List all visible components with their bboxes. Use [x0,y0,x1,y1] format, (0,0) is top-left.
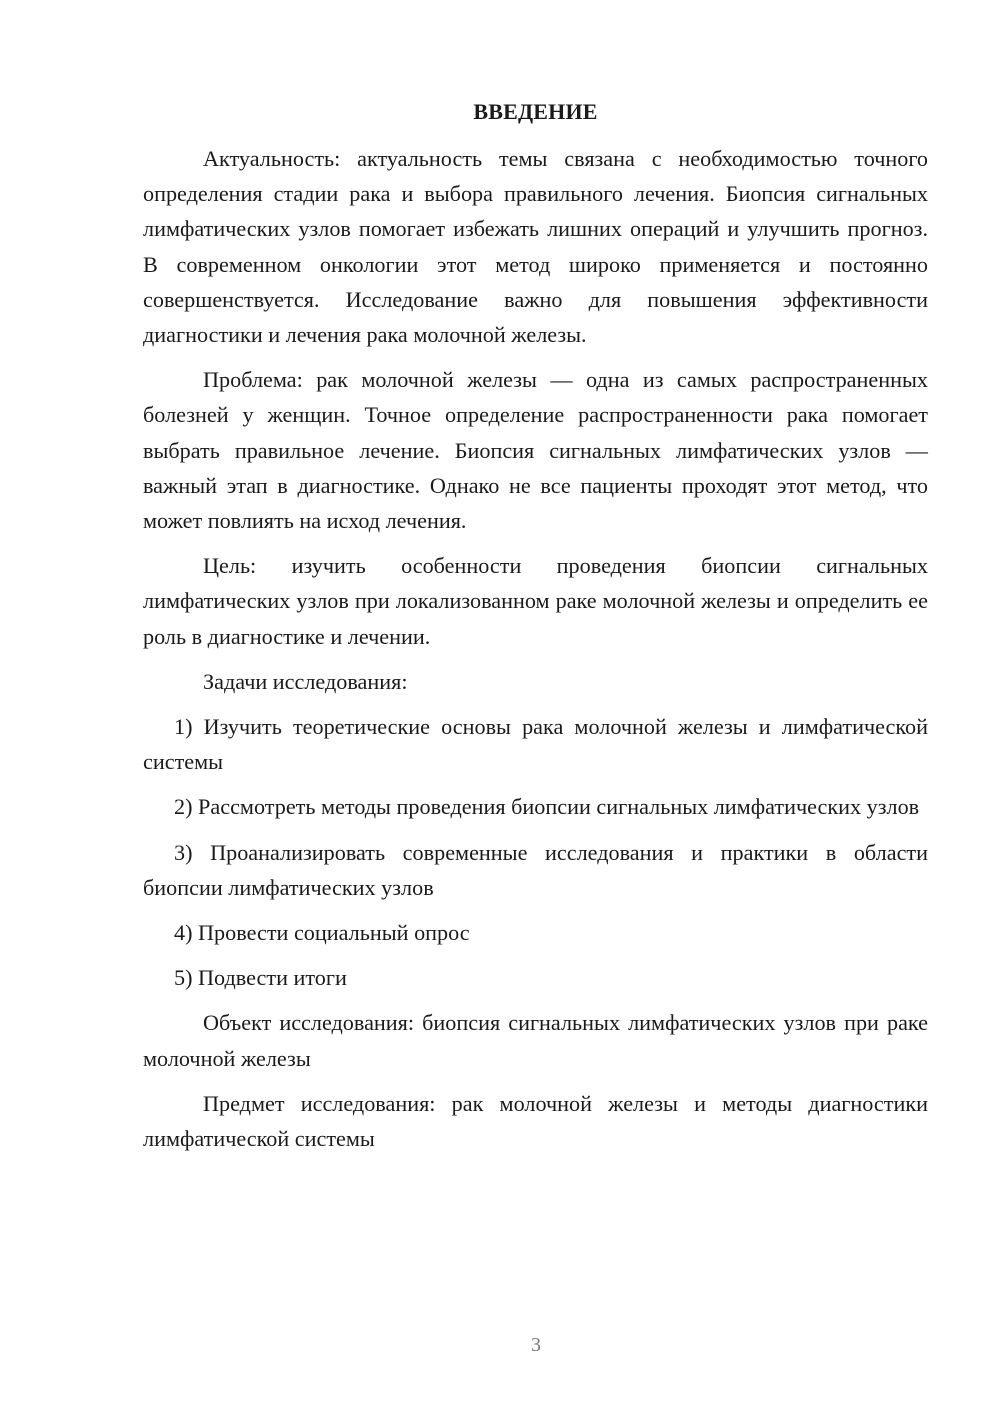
relevance-paragraph: Актуальность: актуальность темы связана с необходимостью точного определения стадии рака и выбора правильного лечения. Биопсия сигнальных лимфатических узлов помогает избежать лишних операций и улучшить прогноз. В современном онкологии этот метод широко применяется и постоянно совершенствуется. Исследование важно для повышения эффективности диагностики и лечения рака молочной железы. [143,146,928,348]
page-content [143,94,928,1166]
task-item-1: 1) Изучить теоретические основы рака молочной железы и лимфатической системы [143,714,928,775]
task-item-4: 4) Провести социальный опрос [174,920,470,946]
goal-paragraph: Цель: изучить особенности проведения биопсии сигнальных лимфатических узлов при локализованном раке молочной железы и определить ее роль в диагностике и лечении. [143,553,928,649]
page-number: 3 [531,1334,541,1356]
task-item-3: 3) Проанализировать современные исследования и практики в области биопсии лимфатических узлов [143,839,928,900]
task-item-2: 2) Рассмотреть методы проведения биопсии сигнальных лимфатических узлов [174,794,920,820]
task-item-5: 5) Подвести итоги [174,965,347,991]
subject-paragraph: Предмет исследования: рак молочной железы и методы диагностики лимфатической системы [143,1090,928,1152]
problem-paragraph: Проблема: рак молочной железы — одна из самых распространенных болезней у женщин. Точное определение распространенности рака помогает выбрать правильное лечение. Биопсия сигнальных лимфатических узлов — важный этап в диагностике. Однако не все пациенты проходят этот метод, что может повлиять на исход лечения. [143,367,928,534]
object-paragraph: Объект исследования: биопсия сигнальных лимфатических узлов при раке молочной железы [143,1010,928,1071]
tasks-title: Задачи исследования: [203,668,408,694]
section-heading: ВВЕДЕНИЕ [473,99,598,124]
